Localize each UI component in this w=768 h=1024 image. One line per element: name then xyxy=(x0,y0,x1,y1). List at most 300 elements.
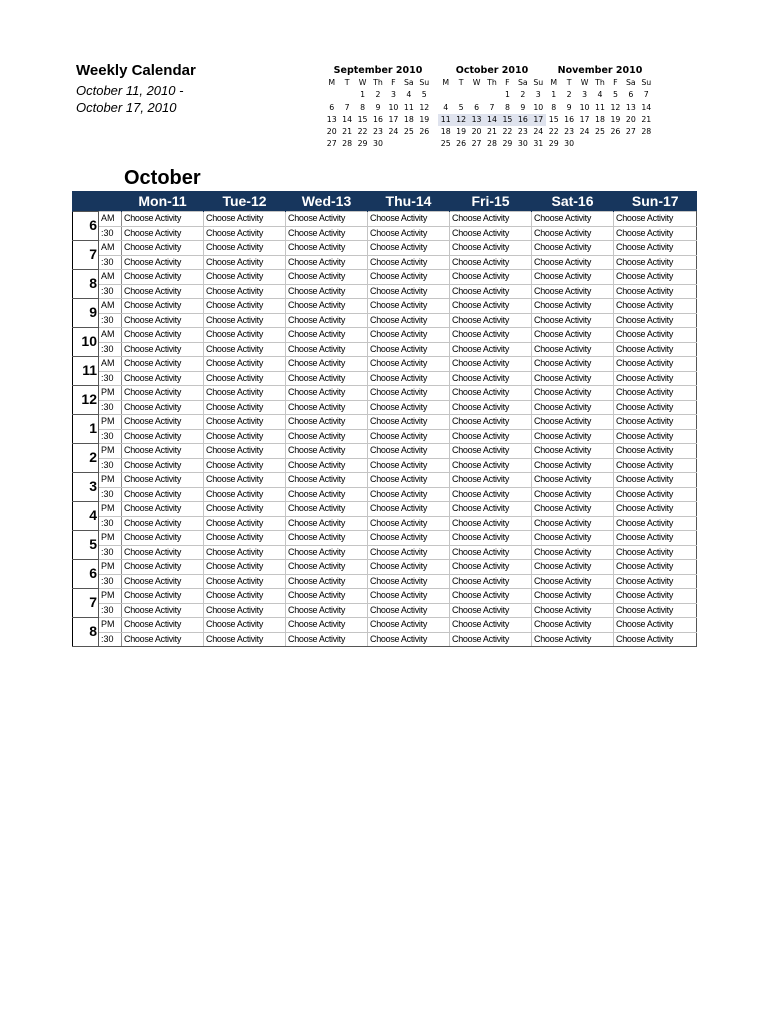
activity-cell[interactable]: Choose Activity xyxy=(614,603,697,618)
activity-cell[interactable]: Choose Activity xyxy=(614,531,697,546)
day-number[interactable]: 27 xyxy=(625,127,636,137)
day-number[interactable]: 16 xyxy=(373,114,383,124)
activity-cell[interactable]: Choose Activity xyxy=(286,328,368,343)
activity-cell[interactable]: Choose Activity xyxy=(450,589,532,604)
day-number[interactable]: 22 xyxy=(502,127,513,137)
activity-cell[interactable]: Choose Activity xyxy=(614,284,697,299)
activity-cell[interactable]: Choose Activity xyxy=(614,255,697,270)
day-number[interactable]: 23 xyxy=(373,127,383,137)
day-number[interactable]: 15 xyxy=(357,114,368,124)
activity-cell[interactable]: Choose Activity xyxy=(286,618,368,633)
day-number[interactable]: 11 xyxy=(595,102,605,112)
day-number[interactable]: 13 xyxy=(469,114,484,126)
activity-cell[interactable]: Choose Activity xyxy=(450,299,532,314)
activity-cell[interactable]: Choose Activity xyxy=(368,429,450,444)
activity-cell[interactable]: Choose Activity xyxy=(286,487,368,502)
activity-cell[interactable]: Choose Activity xyxy=(450,357,532,372)
activity-cell[interactable]: Choose Activity xyxy=(614,328,697,343)
activity-cell[interactable]: Choose Activity xyxy=(368,357,450,372)
activity-cell[interactable]: Choose Activity xyxy=(286,444,368,459)
activity-cell[interactable]: Choose Activity xyxy=(532,531,614,546)
activity-cell[interactable]: Choose Activity xyxy=(450,516,532,531)
activity-cell[interactable]: Choose Activity xyxy=(286,603,368,618)
activity-cell[interactable]: Choose Activity xyxy=(450,429,532,444)
day-number[interactable]: 26 xyxy=(610,127,621,137)
activity-cell[interactable]: Choose Activity xyxy=(122,589,204,604)
activity-cell[interactable]: Choose Activity xyxy=(122,328,204,343)
activity-cell[interactable]: Choose Activity xyxy=(614,444,697,459)
activity-cell[interactable]: Choose Activity xyxy=(450,603,532,618)
activity-cell[interactable]: Choose Activity xyxy=(368,473,450,488)
activity-cell[interactable]: Choose Activity xyxy=(532,212,614,227)
activity-cell[interactable]: Choose Activity xyxy=(532,342,614,357)
day-number[interactable]: 28 xyxy=(487,139,497,149)
activity-cell[interactable]: Choose Activity xyxy=(614,589,697,604)
activity-cell[interactable]: Choose Activity xyxy=(532,632,614,647)
activity-cell[interactable]: Choose Activity xyxy=(450,328,532,343)
day-number[interactable]: 28 xyxy=(342,139,353,149)
day-number[interactable]: 24 xyxy=(388,127,399,137)
day-number[interactable]: 27 xyxy=(326,139,337,149)
activity-cell[interactable]: Choose Activity xyxy=(532,284,614,299)
day-number[interactable]: 2 xyxy=(375,90,381,100)
activity-cell[interactable]: Choose Activity xyxy=(122,502,204,517)
activity-cell[interactable]: Choose Activity xyxy=(286,342,368,357)
activity-cell[interactable]: Choose Activity xyxy=(614,429,697,444)
activity-cell[interactable]: Choose Activity xyxy=(204,516,286,531)
activity-cell[interactable]: Choose Activity xyxy=(286,560,368,575)
activity-cell[interactable]: Choose Activity xyxy=(122,255,204,270)
activity-cell[interactable]: Choose Activity xyxy=(286,357,368,372)
activity-cell[interactable]: Choose Activity xyxy=(122,357,204,372)
day-number[interactable]: 19 xyxy=(610,114,621,124)
activity-cell[interactable]: Choose Activity xyxy=(532,516,614,531)
activity-cell[interactable]: Choose Activity xyxy=(614,241,697,256)
day-number[interactable]: 6 xyxy=(628,90,634,100)
day-number[interactable]: 18 xyxy=(403,114,414,124)
activity-cell[interactable]: Choose Activity xyxy=(450,458,532,473)
activity-cell[interactable]: Choose Activity xyxy=(368,444,450,459)
activity-cell[interactable]: Choose Activity xyxy=(450,487,532,502)
day-number[interactable]: 25 xyxy=(595,127,605,137)
activity-cell[interactable]: Choose Activity xyxy=(368,516,450,531)
activity-cell[interactable]: Choose Activity xyxy=(204,603,286,618)
activity-cell[interactable]: Choose Activity xyxy=(204,444,286,459)
activity-cell[interactable]: Choose Activity xyxy=(368,632,450,647)
day-number[interactable]: 12 xyxy=(419,102,430,112)
activity-cell[interactable]: Choose Activity xyxy=(450,284,532,299)
activity-cell[interactable]: Choose Activity xyxy=(614,313,697,328)
activity-cell[interactable]: Choose Activity xyxy=(532,400,614,415)
activity-cell[interactable]: Choose Activity xyxy=(368,386,450,401)
activity-cell[interactable]: Choose Activity xyxy=(368,342,450,357)
day-number[interactable]: 14 xyxy=(342,114,353,124)
day-number[interactable]: 5 xyxy=(458,102,464,112)
day-number[interactable]: 12 xyxy=(610,102,621,112)
activity-cell[interactable]: Choose Activity xyxy=(122,545,204,560)
day-number[interactable]: 26 xyxy=(456,139,467,149)
day-number[interactable]: 21 xyxy=(342,127,353,137)
activity-cell[interactable]: Choose Activity xyxy=(368,400,450,415)
activity-cell[interactable]: Choose Activity xyxy=(614,212,697,227)
activity-cell[interactable]: Choose Activity xyxy=(204,255,286,270)
activity-cell[interactable]: Choose Activity xyxy=(204,458,286,473)
day-number[interactable]: 15 xyxy=(500,114,515,126)
activity-cell[interactable]: Choose Activity xyxy=(122,473,204,488)
activity-cell[interactable]: Choose Activity xyxy=(614,545,697,560)
day-number[interactable]: 5 xyxy=(421,90,427,100)
activity-cell[interactable]: Choose Activity xyxy=(368,328,450,343)
activity-cell[interactable]: Choose Activity xyxy=(286,313,368,328)
activity-cell[interactable]: Choose Activity xyxy=(532,458,614,473)
activity-cell[interactable]: Choose Activity xyxy=(286,545,368,560)
activity-cell[interactable]: Choose Activity xyxy=(204,574,286,589)
activity-cell[interactable]: Choose Activity xyxy=(204,632,286,647)
activity-cell[interactable]: Choose Activity xyxy=(614,270,697,285)
activity-cell[interactable]: Choose Activity xyxy=(450,386,532,401)
activity-cell[interactable]: Choose Activity xyxy=(532,574,614,589)
day-number[interactable]: 17 xyxy=(531,114,546,126)
day-number[interactable]: 25 xyxy=(440,139,451,149)
activity-cell[interactable]: Choose Activity xyxy=(450,400,532,415)
activity-cell[interactable]: Choose Activity xyxy=(204,560,286,575)
activity-cell[interactable]: Choose Activity xyxy=(286,386,368,401)
activity-cell[interactable]: Choose Activity xyxy=(450,531,532,546)
activity-cell[interactable]: Choose Activity xyxy=(204,473,286,488)
day-number[interactable]: 20 xyxy=(471,127,482,137)
day-number[interactable]: 7 xyxy=(489,102,495,112)
day-number[interactable]: 13 xyxy=(326,114,337,124)
activity-cell[interactable]: Choose Activity xyxy=(204,531,286,546)
day-number[interactable]: 7 xyxy=(344,102,350,112)
day-number[interactable]: 18 xyxy=(595,114,605,124)
activity-cell[interactable]: Choose Activity xyxy=(122,241,204,256)
activity-cell[interactable]: Choose Activity xyxy=(614,487,697,502)
day-number[interactable]: 10 xyxy=(388,102,399,112)
activity-cell[interactable]: Choose Activity xyxy=(450,226,532,241)
day-number[interactable]: 29 xyxy=(548,139,559,149)
activity-cell[interactable]: Choose Activity xyxy=(450,371,532,386)
activity-cell[interactable]: Choose Activity xyxy=(122,400,204,415)
activity-cell[interactable]: Choose Activity xyxy=(368,284,450,299)
activity-cell[interactable]: Choose Activity xyxy=(368,270,450,285)
day-number[interactable]: 19 xyxy=(456,127,467,137)
activity-cell[interactable]: Choose Activity xyxy=(532,313,614,328)
day-number[interactable]: 1 xyxy=(504,90,510,100)
day-number[interactable]: 10 xyxy=(579,102,590,112)
activity-cell[interactable]: Choose Activity xyxy=(450,270,532,285)
activity-cell[interactable]: Choose Activity xyxy=(122,603,204,618)
day-number[interactable]: 30 xyxy=(517,139,528,149)
day-number[interactable]: 14 xyxy=(484,114,499,126)
day-number[interactable]: 1 xyxy=(360,90,366,100)
activity-cell[interactable]: Choose Activity xyxy=(368,255,450,270)
day-number[interactable]: 12 xyxy=(453,114,468,126)
activity-cell[interactable]: Choose Activity xyxy=(122,458,204,473)
activity-cell[interactable]: Choose Activity xyxy=(614,357,697,372)
activity-cell[interactable]: Choose Activity xyxy=(204,618,286,633)
day-number[interactable]: 4 xyxy=(597,90,603,100)
activity-cell[interactable]: Choose Activity xyxy=(450,473,532,488)
activity-cell[interactable]: Choose Activity xyxy=(286,516,368,531)
activity-cell[interactable]: Choose Activity xyxy=(614,299,697,314)
activity-cell[interactable]: Choose Activity xyxy=(450,444,532,459)
activity-cell[interactable]: Choose Activity xyxy=(204,415,286,430)
activity-cell[interactable]: Choose Activity xyxy=(614,632,697,647)
activity-cell[interactable]: Choose Activity xyxy=(122,574,204,589)
activity-cell[interactable]: Choose Activity xyxy=(286,270,368,285)
day-number[interactable]: 17 xyxy=(388,114,399,124)
day-number[interactable]: 4 xyxy=(443,102,449,112)
activity-cell[interactable]: Choose Activity xyxy=(204,502,286,517)
day-number[interactable]: 30 xyxy=(564,139,575,149)
day-number[interactable]: 5 xyxy=(612,90,618,100)
activity-cell[interactable]: Choose Activity xyxy=(368,241,450,256)
activity-cell[interactable]: Choose Activity xyxy=(286,400,368,415)
activity-cell[interactable]: Choose Activity xyxy=(614,415,697,430)
activity-cell[interactable]: Choose Activity xyxy=(286,255,368,270)
day-number[interactable]: 9 xyxy=(520,102,526,112)
activity-cell[interactable]: Choose Activity xyxy=(122,270,204,285)
activity-cell[interactable]: Choose Activity xyxy=(532,502,614,517)
activity-cell[interactable]: Choose Activity xyxy=(286,473,368,488)
activity-cell[interactable]: Choose Activity xyxy=(450,342,532,357)
day-number[interactable]: 13 xyxy=(625,102,636,112)
activity-cell[interactable]: Choose Activity xyxy=(532,386,614,401)
activity-cell[interactable]: Choose Activity xyxy=(286,531,368,546)
activity-cell[interactable]: Choose Activity xyxy=(532,444,614,459)
day-number[interactable]: 27 xyxy=(471,139,482,149)
activity-cell[interactable]: Choose Activity xyxy=(122,444,204,459)
activity-cell[interactable]: Choose Activity xyxy=(614,560,697,575)
day-number[interactable]: 8 xyxy=(360,102,366,112)
activity-cell[interactable]: Choose Activity xyxy=(368,415,450,430)
activity-cell[interactable]: Choose Activity xyxy=(450,618,532,633)
activity-cell[interactable]: Choose Activity xyxy=(122,560,204,575)
activity-cell[interactable]: Choose Activity xyxy=(286,284,368,299)
day-number[interactable]: 31 xyxy=(533,139,544,149)
activity-cell[interactable]: Choose Activity xyxy=(614,458,697,473)
activity-cell[interactable]: Choose Activity xyxy=(614,516,697,531)
activity-cell[interactable]: Choose Activity xyxy=(368,458,450,473)
day-number[interactable]: 23 xyxy=(517,127,528,137)
day-number[interactable]: 15 xyxy=(548,114,559,124)
day-number[interactable]: 18 xyxy=(440,127,451,137)
activity-cell[interactable]: Choose Activity xyxy=(450,415,532,430)
activity-cell[interactable]: Choose Activity xyxy=(532,487,614,502)
day-number[interactable]: 24 xyxy=(533,127,544,137)
day-number[interactable]: 16 xyxy=(515,114,530,126)
activity-cell[interactable]: Choose Activity xyxy=(286,299,368,314)
activity-cell[interactable]: Choose Activity xyxy=(614,574,697,589)
day-number[interactable]: 23 xyxy=(564,127,575,137)
day-number[interactable]: 2 xyxy=(566,90,572,100)
activity-cell[interactable]: Choose Activity xyxy=(614,400,697,415)
day-number[interactable]: 3 xyxy=(582,90,588,100)
activity-cell[interactable]: Choose Activity xyxy=(122,415,204,430)
activity-cell[interactable]: Choose Activity xyxy=(532,255,614,270)
activity-cell[interactable]: Choose Activity xyxy=(368,545,450,560)
activity-cell[interactable]: Choose Activity xyxy=(450,212,532,227)
activity-cell[interactable]: Choose Activity xyxy=(532,226,614,241)
activity-cell[interactable]: Choose Activity xyxy=(614,342,697,357)
day-number[interactable]: 29 xyxy=(357,139,368,149)
activity-cell[interactable]: Choose Activity xyxy=(532,560,614,575)
activity-cell[interactable]: Choose Activity xyxy=(122,386,204,401)
activity-cell[interactable]: Choose Activity xyxy=(368,502,450,517)
activity-cell[interactable]: Choose Activity xyxy=(122,299,204,314)
activity-cell[interactable]: Choose Activity xyxy=(368,487,450,502)
activity-cell[interactable]: Choose Activity xyxy=(204,241,286,256)
day-number[interactable]: 28 xyxy=(641,127,652,137)
activity-cell[interactable]: Choose Activity xyxy=(122,284,204,299)
activity-cell[interactable]: Choose Activity xyxy=(532,415,614,430)
activity-cell[interactable]: Choose Activity xyxy=(204,429,286,444)
day-number[interactable]: 19 xyxy=(419,114,430,124)
day-number[interactable]: 21 xyxy=(641,114,652,124)
activity-cell[interactable]: Choose Activity xyxy=(532,618,614,633)
activity-cell[interactable]: Choose Activity xyxy=(204,313,286,328)
activity-cell[interactable]: Choose Activity xyxy=(614,473,697,488)
day-number[interactable]: 10 xyxy=(533,102,544,112)
day-number[interactable]: 11 xyxy=(438,114,453,126)
day-number[interactable]: 3 xyxy=(390,90,396,100)
day-number[interactable]: 25 xyxy=(403,127,414,137)
activity-cell[interactable]: Choose Activity xyxy=(532,270,614,285)
activity-cell[interactable]: Choose Activity xyxy=(532,299,614,314)
activity-cell[interactable]: Choose Activity xyxy=(368,618,450,633)
activity-cell[interactable]: Choose Activity xyxy=(122,618,204,633)
day-number[interactable]: 4 xyxy=(406,90,412,100)
day-number[interactable]: 6 xyxy=(474,102,480,112)
day-number[interactable]: 17 xyxy=(579,114,590,124)
day-number[interactable]: 3 xyxy=(535,90,541,100)
day-number[interactable]: 2 xyxy=(520,90,526,100)
activity-cell[interactable]: Choose Activity xyxy=(204,284,286,299)
activity-cell[interactable]: Choose Activity xyxy=(614,371,697,386)
activity-cell[interactable]: Choose Activity xyxy=(450,545,532,560)
day-number[interactable]: 14 xyxy=(641,102,652,112)
activity-cell[interactable]: Choose Activity xyxy=(368,531,450,546)
activity-cell[interactable]: Choose Activity xyxy=(532,241,614,256)
activity-cell[interactable]: Choose Activity xyxy=(450,502,532,517)
activity-cell[interactable]: Choose Activity xyxy=(368,313,450,328)
activity-cell[interactable]: Choose Activity xyxy=(368,226,450,241)
activity-cell[interactable]: Choose Activity xyxy=(450,560,532,575)
activity-cell[interactable]: Choose Activity xyxy=(204,299,286,314)
activity-cell[interactable]: Choose Activity xyxy=(286,226,368,241)
day-number[interactable]: 22 xyxy=(357,127,368,137)
activity-cell[interactable]: Choose Activity xyxy=(368,603,450,618)
day-number[interactable]: 11 xyxy=(403,102,414,112)
activity-cell[interactable]: Choose Activity xyxy=(122,342,204,357)
activity-cell[interactable]: Choose Activity xyxy=(532,429,614,444)
activity-cell[interactable]: Choose Activity xyxy=(286,415,368,430)
activity-cell[interactable]: Choose Activity xyxy=(532,357,614,372)
activity-cell[interactable]: Choose Activity xyxy=(532,328,614,343)
activity-cell[interactable]: Choose Activity xyxy=(122,487,204,502)
activity-cell[interactable]: Choose Activity xyxy=(450,255,532,270)
activity-cell[interactable]: Choose Activity xyxy=(204,589,286,604)
day-number[interactable]: 24 xyxy=(579,127,590,137)
day-number[interactable]: 8 xyxy=(504,102,510,112)
day-number[interactable]: 30 xyxy=(373,139,383,149)
activity-cell[interactable]: Choose Activity xyxy=(286,371,368,386)
activity-cell[interactable]: Choose Activity xyxy=(204,226,286,241)
activity-cell[interactable]: Choose Activity xyxy=(204,357,286,372)
activity-cell[interactable]: Choose Activity xyxy=(286,502,368,517)
activity-cell[interactable]: Choose Activity xyxy=(614,618,697,633)
activity-cell[interactable]: Choose Activity xyxy=(122,226,204,241)
activity-cell[interactable]: Choose Activity xyxy=(204,371,286,386)
activity-cell[interactable]: Choose Activity xyxy=(450,313,532,328)
activity-cell[interactable]: Choose Activity xyxy=(122,632,204,647)
activity-cell[interactable]: Choose Activity xyxy=(122,313,204,328)
activity-cell[interactable]: Choose Activity xyxy=(286,632,368,647)
activity-cell[interactable]: Choose Activity xyxy=(204,328,286,343)
activity-cell[interactable]: Choose Activity xyxy=(450,632,532,647)
day-number[interactable]: 26 xyxy=(419,127,430,137)
activity-cell[interactable]: Choose Activity xyxy=(286,241,368,256)
activity-cell[interactable]: Choose Activity xyxy=(122,429,204,444)
day-number[interactable]: 22 xyxy=(548,127,559,137)
activity-cell[interactable]: Choose Activity xyxy=(204,400,286,415)
day-number[interactable]: 16 xyxy=(564,114,575,124)
activity-cell[interactable]: Choose Activity xyxy=(614,386,697,401)
activity-cell[interactable]: Choose Activity xyxy=(368,589,450,604)
day-number[interactable]: 21 xyxy=(487,127,497,137)
activity-cell[interactable]: Choose Activity xyxy=(532,589,614,604)
day-number[interactable]: 6 xyxy=(329,102,335,112)
day-number[interactable]: 20 xyxy=(625,114,636,124)
activity-cell[interactable]: Choose Activity xyxy=(368,560,450,575)
activity-cell[interactable]: Choose Activity xyxy=(204,487,286,502)
activity-cell[interactable]: Choose Activity xyxy=(204,545,286,560)
day-number[interactable]: 9 xyxy=(566,102,572,112)
activity-cell[interactable]: Choose Activity xyxy=(614,502,697,517)
activity-cell[interactable]: Choose Activity xyxy=(204,212,286,227)
day-number[interactable]: 9 xyxy=(375,102,381,112)
activity-cell[interactable]: Choose Activity xyxy=(532,473,614,488)
activity-cell[interactable]: Choose Activity xyxy=(286,589,368,604)
activity-cell[interactable]: Choose Activity xyxy=(204,342,286,357)
activity-cell[interactable]: Choose Activity xyxy=(532,545,614,560)
day-number[interactable]: 1 xyxy=(551,90,557,100)
activity-cell[interactable]: Choose Activity xyxy=(286,212,368,227)
activity-cell[interactable]: Choose Activity xyxy=(450,574,532,589)
activity-cell[interactable]: Choose Activity xyxy=(614,226,697,241)
day-number[interactable]: 7 xyxy=(643,90,649,100)
activity-cell[interactable]: Choose Activity xyxy=(532,603,614,618)
activity-cell[interactable]: Choose Activity xyxy=(368,574,450,589)
day-number[interactable]: 20 xyxy=(326,127,337,137)
day-number[interactable]: 8 xyxy=(551,102,557,112)
activity-cell[interactable]: Choose Activity xyxy=(204,270,286,285)
day-number[interactable]: 29 xyxy=(502,139,513,149)
activity-cell[interactable]: Choose Activity xyxy=(532,371,614,386)
activity-cell[interactable]: Choose Activity xyxy=(286,574,368,589)
activity-cell[interactable]: Choose Activity xyxy=(204,386,286,401)
activity-cell[interactable]: Choose Activity xyxy=(286,458,368,473)
activity-cell[interactable]: Choose Activity xyxy=(122,212,204,227)
activity-cell[interactable]: Choose Activity xyxy=(122,516,204,531)
activity-cell[interactable]: Choose Activity xyxy=(286,429,368,444)
activity-cell[interactable]: Choose Activity xyxy=(450,241,532,256)
activity-cell[interactable]: Choose Activity xyxy=(368,371,450,386)
activity-cell[interactable]: Choose Activity xyxy=(368,299,450,314)
activity-cell[interactable]: Choose Activity xyxy=(122,371,204,386)
activity-cell[interactable]: Choose Activity xyxy=(368,212,450,227)
